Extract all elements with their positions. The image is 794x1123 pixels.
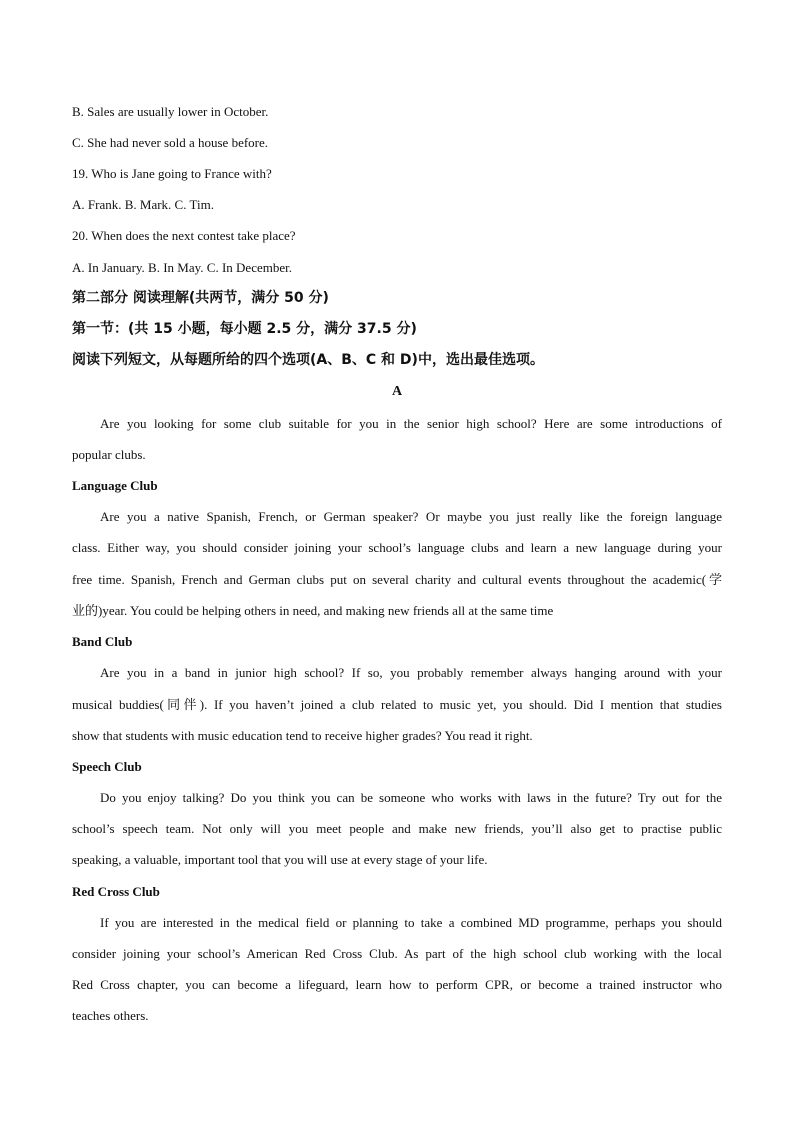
paragraph-line: Are you a native Spanish, French, or German speaker? Or maybe you just really like the foreign language	[100, 509, 722, 524]
passage-letter: A	[391, 384, 403, 399]
intro-line: Are you looking for some club suitable for you in the senior high school? Here are some introductions of	[100, 416, 722, 431]
paragraph-line: show that students with music education tend to receive higher grades? You read it right.	[72, 728, 533, 743]
paragraph-line: 业的)year. You could be helping others in need, and making new friends all at the same time	[72, 603, 554, 618]
paragraph-line: If you are interested in the medical field or planning to take a combined MD programme, perhaps you should	[100, 915, 722, 930]
paragraph-line: consider joining your school’s American Red Cross Club. As part of the high school club working with the local	[72, 946, 722, 961]
paragraph-line: teaches others.	[72, 1008, 149, 1023]
paragraph-line: free time. Spanish, French and German clubs put on several charity and cultural events throughout the academic(学	[72, 572, 722, 587]
club-heading-band: Band Club	[72, 634, 133, 649]
q18-option-b: B. Sales are usually lower in October.	[72, 104, 269, 119]
paragraph-line: musical buddies(同伴). If you haven’t joined a club related to music yet, you should. Did I mention that studies	[72, 697, 722, 712]
paragraph-line: speaking, a valuable, important tool that you will use at every stage of your life.	[72, 852, 488, 867]
club-heading-language: Language Club	[72, 478, 158, 493]
club-heading-speech: Speech Club	[72, 759, 142, 774]
q19-options: A. Frank. B. Mark. C. Tim.	[72, 197, 214, 212]
paragraph-line: Red Cross chapter, you can become a lifeguard, learn how to perform CPR, or become a trained instructor who	[72, 977, 722, 992]
section-one-heading: 第一节：(共 15 小题，每小题 2.5 分，满分 37.5 分)	[72, 321, 417, 337]
paragraph-line: Are you in a band in junior high school? If so, you probably remember always hanging around with your	[100, 665, 722, 680]
paragraph-line: school’s speech team. Not only will you meet people and make new friends, you’ll also get to practise public	[72, 821, 722, 836]
q20-options: A. In January. B. In May. C. In December.	[72, 260, 292, 275]
part-two-heading: 第二部分 阅读理解(共两节，满分 50 分)	[72, 290, 329, 306]
paragraph-line: Do you enjoy talking? Do you think you can be someone who works with laws in the future? Try out for the	[100, 790, 722, 805]
q20-question: 20. When does the next contest take place?	[72, 228, 296, 243]
q19-question: 19. Who is Jane going to France with?	[72, 166, 272, 181]
paragraph-line: class. Either way, you should consider joining your school’s language clubs and learn a new language during your	[72, 540, 722, 555]
club-heading-red-cross: Red Cross Club	[72, 884, 160, 899]
q18-option-c: C. She had never sold a house before.	[72, 135, 269, 150]
intro-line: popular clubs.	[72, 447, 146, 462]
reading-instructions: 阅读下列短文，从每题所给的四个选项(A、B、C 和 D)中，选出最佳选项。	[72, 352, 544, 368]
